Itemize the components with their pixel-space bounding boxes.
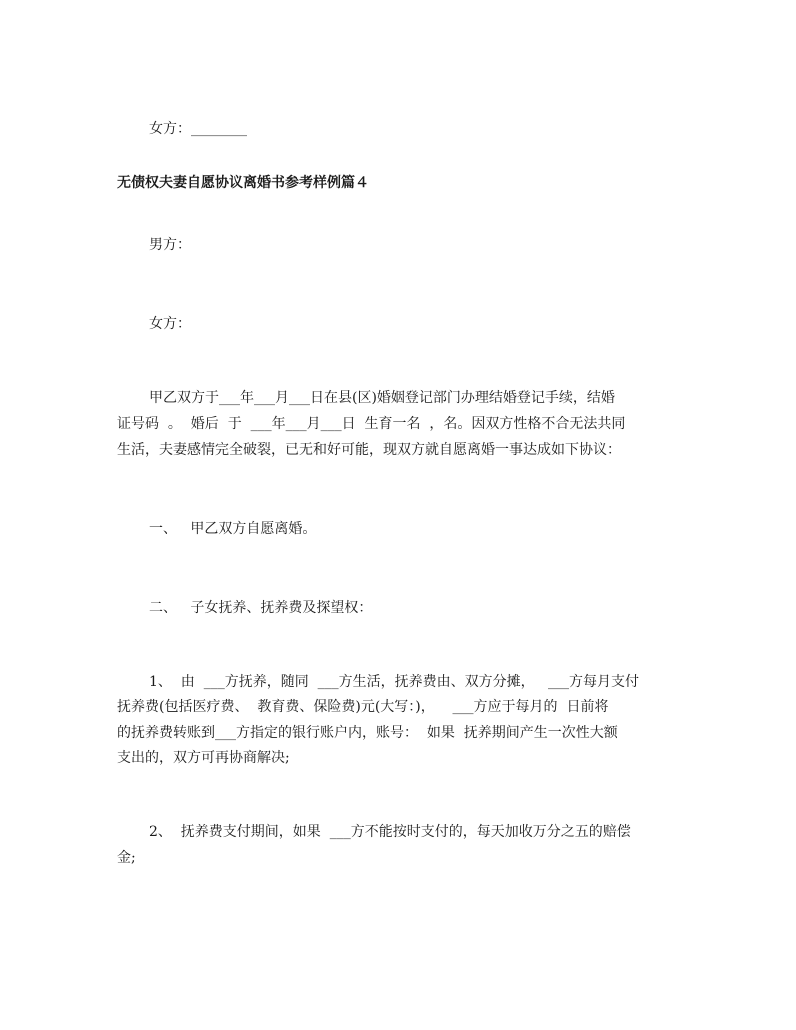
clause-2: 二、 子女抚养、抚养费及探望权： (149, 600, 373, 616)
male-party-label: 男方： (149, 237, 191, 253)
paragraph-line: 1、 由 ___方抚养，随同 ___方生活，抚养费由、双方分摊， ___方每月支付 (149, 674, 639, 690)
paragraph-line: 支出的，双方可再协商解决; (117, 750, 290, 766)
paragraph-line: 生活，夫妻感情完全破裂，已无和好可能，现双方就自愿离婚一事达成如下协议： (117, 442, 621, 458)
paragraph-line: 的抚养费转账到___方指定的银行账户内，账号： 如果 抚养期间产生一次性大额 (117, 725, 618, 741)
female-party-label: 女方： (149, 316, 191, 332)
clause-1: 一、 甲乙双方自愿离婚。 (149, 521, 317, 537)
paragraph-line: 抚养费(包括医疗费、 教育费、保险费)元(大写：)， ___方应于每月的 日前将 (117, 699, 609, 715)
paragraph-line: 证号码 。 婚后 于 ___年___月___日 生育一名 ，名。因双方性格不合无法共同 (117, 416, 626, 432)
paragraph-line: 甲乙双方于___年___月___日在县(区)婚姻登记部门办理结婚登记手续，结婚 (149, 390, 615, 406)
paragraph-line: 金; (117, 850, 136, 866)
section-title: 无债权夫妻自愿协议离婚书参考样例篇４ (117, 175, 369, 191)
female-party-signature-line: 女方：________ (149, 121, 247, 137)
paragraph-line: 2、 抚养费支付期间，如果 ___方不能按时支付的，每天加收万分之五的赔偿 (149, 824, 631, 840)
